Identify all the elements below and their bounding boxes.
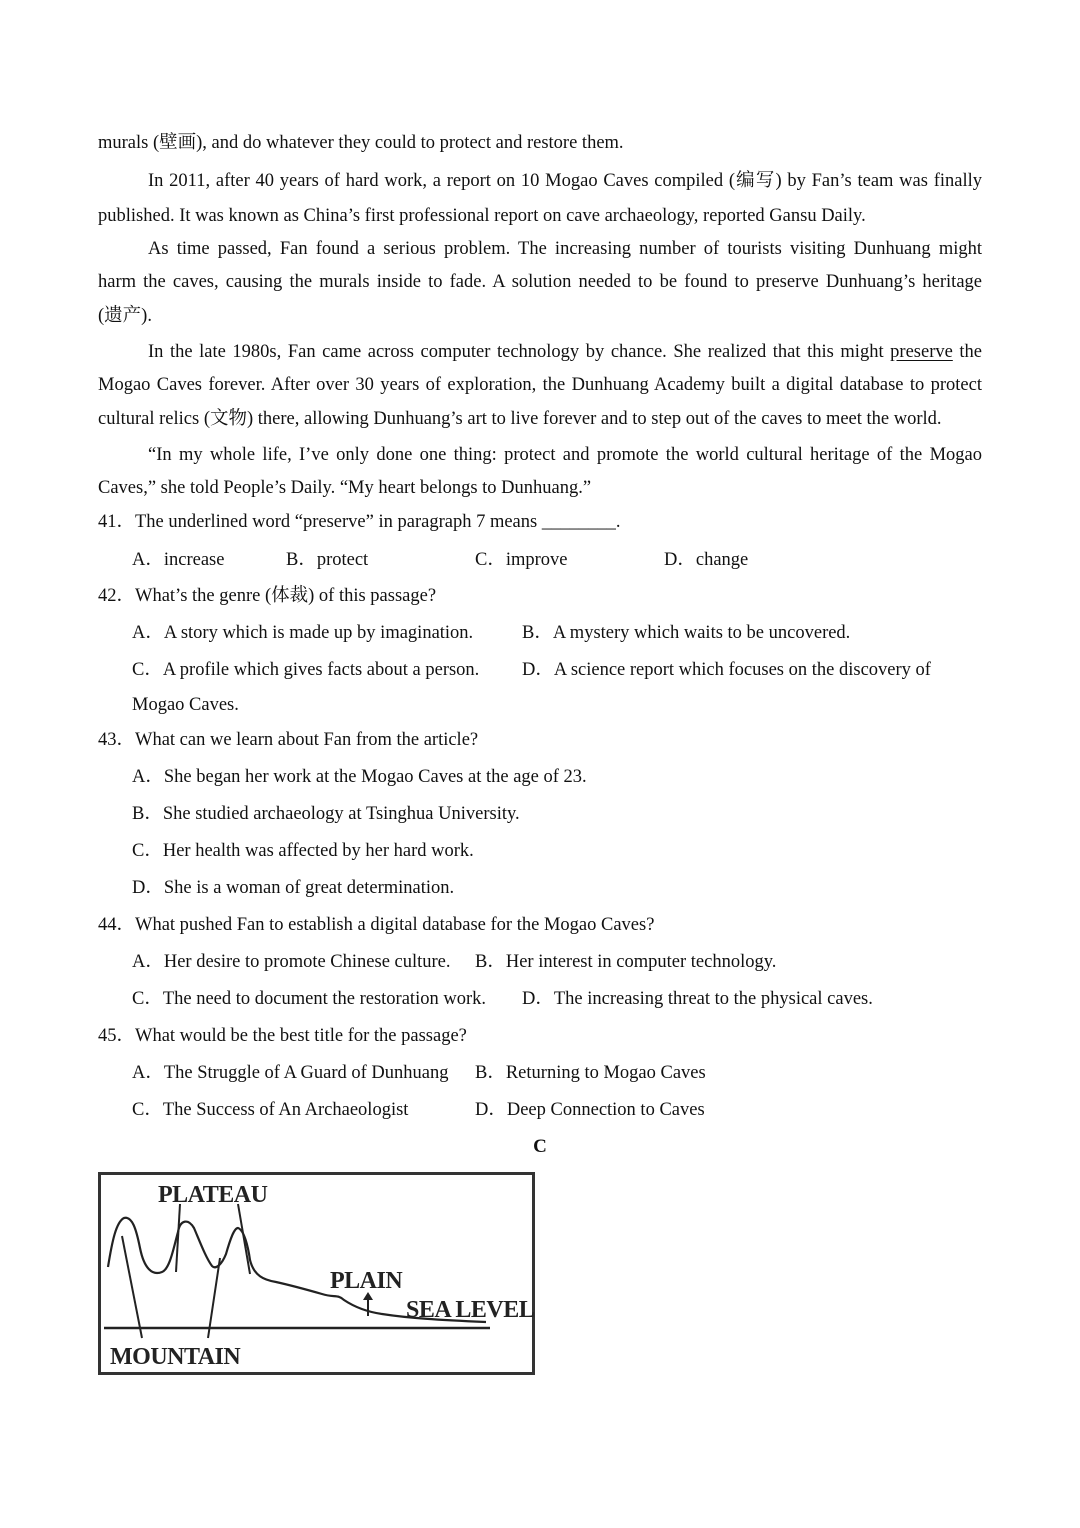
label-plain: PLAIN — [330, 1268, 403, 1294]
option-c: C．The need to document the restoration work. — [132, 989, 486, 1009]
paragraph-text: the — [952, 342, 982, 362]
option-d: D．The increasing threat to the physical caves. — [522, 989, 873, 1009]
label-sea-level: SEA LEVEL — [406, 1297, 535, 1323]
paragraph-line: “In my whole life, I’ve only done one thing: protect and promote the world cultural heritage of the Mogao — [148, 445, 982, 465]
option-a: A．She began her work at the Mogao Caves at the age of 23. — [132, 767, 587, 787]
paragraph-line: As time passed, Fan found a serious problem. The increasing number of tourists visiting Dunhuang might — [148, 239, 982, 259]
option-b: B．Her interest in computer technology. — [475, 952, 777, 972]
question-stem: 41．The underlined word “preserve” in paragraph 7 means ________. — [98, 512, 621, 532]
option-b: B．She studied archaeology at Tsinghua University. — [132, 804, 520, 824]
question-stem: 44．What pushed Fan to establish a digital database for the Mogao Caves? — [98, 915, 655, 935]
option-c: C．Her health was affected by her hard work. — [132, 841, 474, 861]
paragraph-line: murals (壁画), and do whatever they could to protect and restore them. — [98, 133, 624, 153]
option-d: D．change — [664, 550, 749, 570]
section-heading-c: C — [533, 1136, 547, 1157]
paragraph-line: (遗产). — [98, 306, 152, 326]
option-d: D．A science report which focuses on the discovery of — [522, 660, 931, 680]
paragraph-line: harm the caves, causing the murals inside to fade. A solution needed to be found to preserve Dunhuang’s heritage — [98, 272, 982, 292]
paragraph-line: Mogao Caves forever. After over 30 years of exploration, the Dunhuang Academy built a digital database to protect — [98, 375, 982, 395]
option-b: B．protect — [286, 550, 369, 570]
label-mountain: MOUNTAIN — [110, 1344, 241, 1370]
option-c: C．A profile which gives facts about a person. — [132, 660, 480, 680]
question-stem: 42．What’s the genre (体裁) of this passage? — [98, 586, 437, 606]
option-d-continued: Mogao Caves. — [132, 695, 239, 715]
underlined-word-preserve: preserve — [890, 342, 953, 362]
option-b: B．Returning to Mogao Caves — [475, 1063, 706, 1083]
paragraph-line: cultural relics (文物) there, allowing Dunhuang’s art to live forever and to step out of the caves to meet the world. — [98, 409, 942, 429]
option-c: C．improve — [475, 550, 568, 570]
option-d: D．She is a woman of great determination. — [132, 878, 455, 898]
paragraph-line — [148, 341, 982, 363]
label-plateau: PLATEAU — [158, 1182, 268, 1208]
option-b: B．A mystery which waits to be uncovered. — [522, 623, 851, 643]
option-a: A．The Struggle of A Guard of Dunhuang — [132, 1063, 449, 1083]
paragraph-line: published. It was known as China’s first professional report on cave archaeology, reported Gansu Daily. — [98, 206, 866, 226]
question-stem: 43．What can we learn about Fan from the article? — [98, 730, 479, 750]
option-a: A．Her desire to promote Chinese culture. — [132, 952, 451, 972]
option-a: A．increase — [132, 550, 225, 570]
paragraph-line: In 2011, after 40 years of hard work, a report on 10 Mogao Caves compiled (编写) by Fan’s team was finally — [148, 171, 982, 191]
option-d: D．Deep Connection to Caves — [475, 1100, 705, 1120]
landform-diagram — [98, 1172, 536, 1376]
option-c: C．The Success of An Archaeologist — [132, 1100, 409, 1120]
question-stem: 45．What would be the best title for the passage? — [98, 1026, 467, 1046]
landform-diagram-svg — [98, 1172, 536, 1376]
paragraph-text: In the late 1980s, Fan came across computer technology by chance. She realized that this might — [148, 342, 891, 362]
option-a: A．A story which is made up by imagination. — [132, 623, 474, 643]
paragraph-line: Caves,” she told People’s Daily. “My heart belongs to Dunhuang.” — [98, 478, 592, 498]
